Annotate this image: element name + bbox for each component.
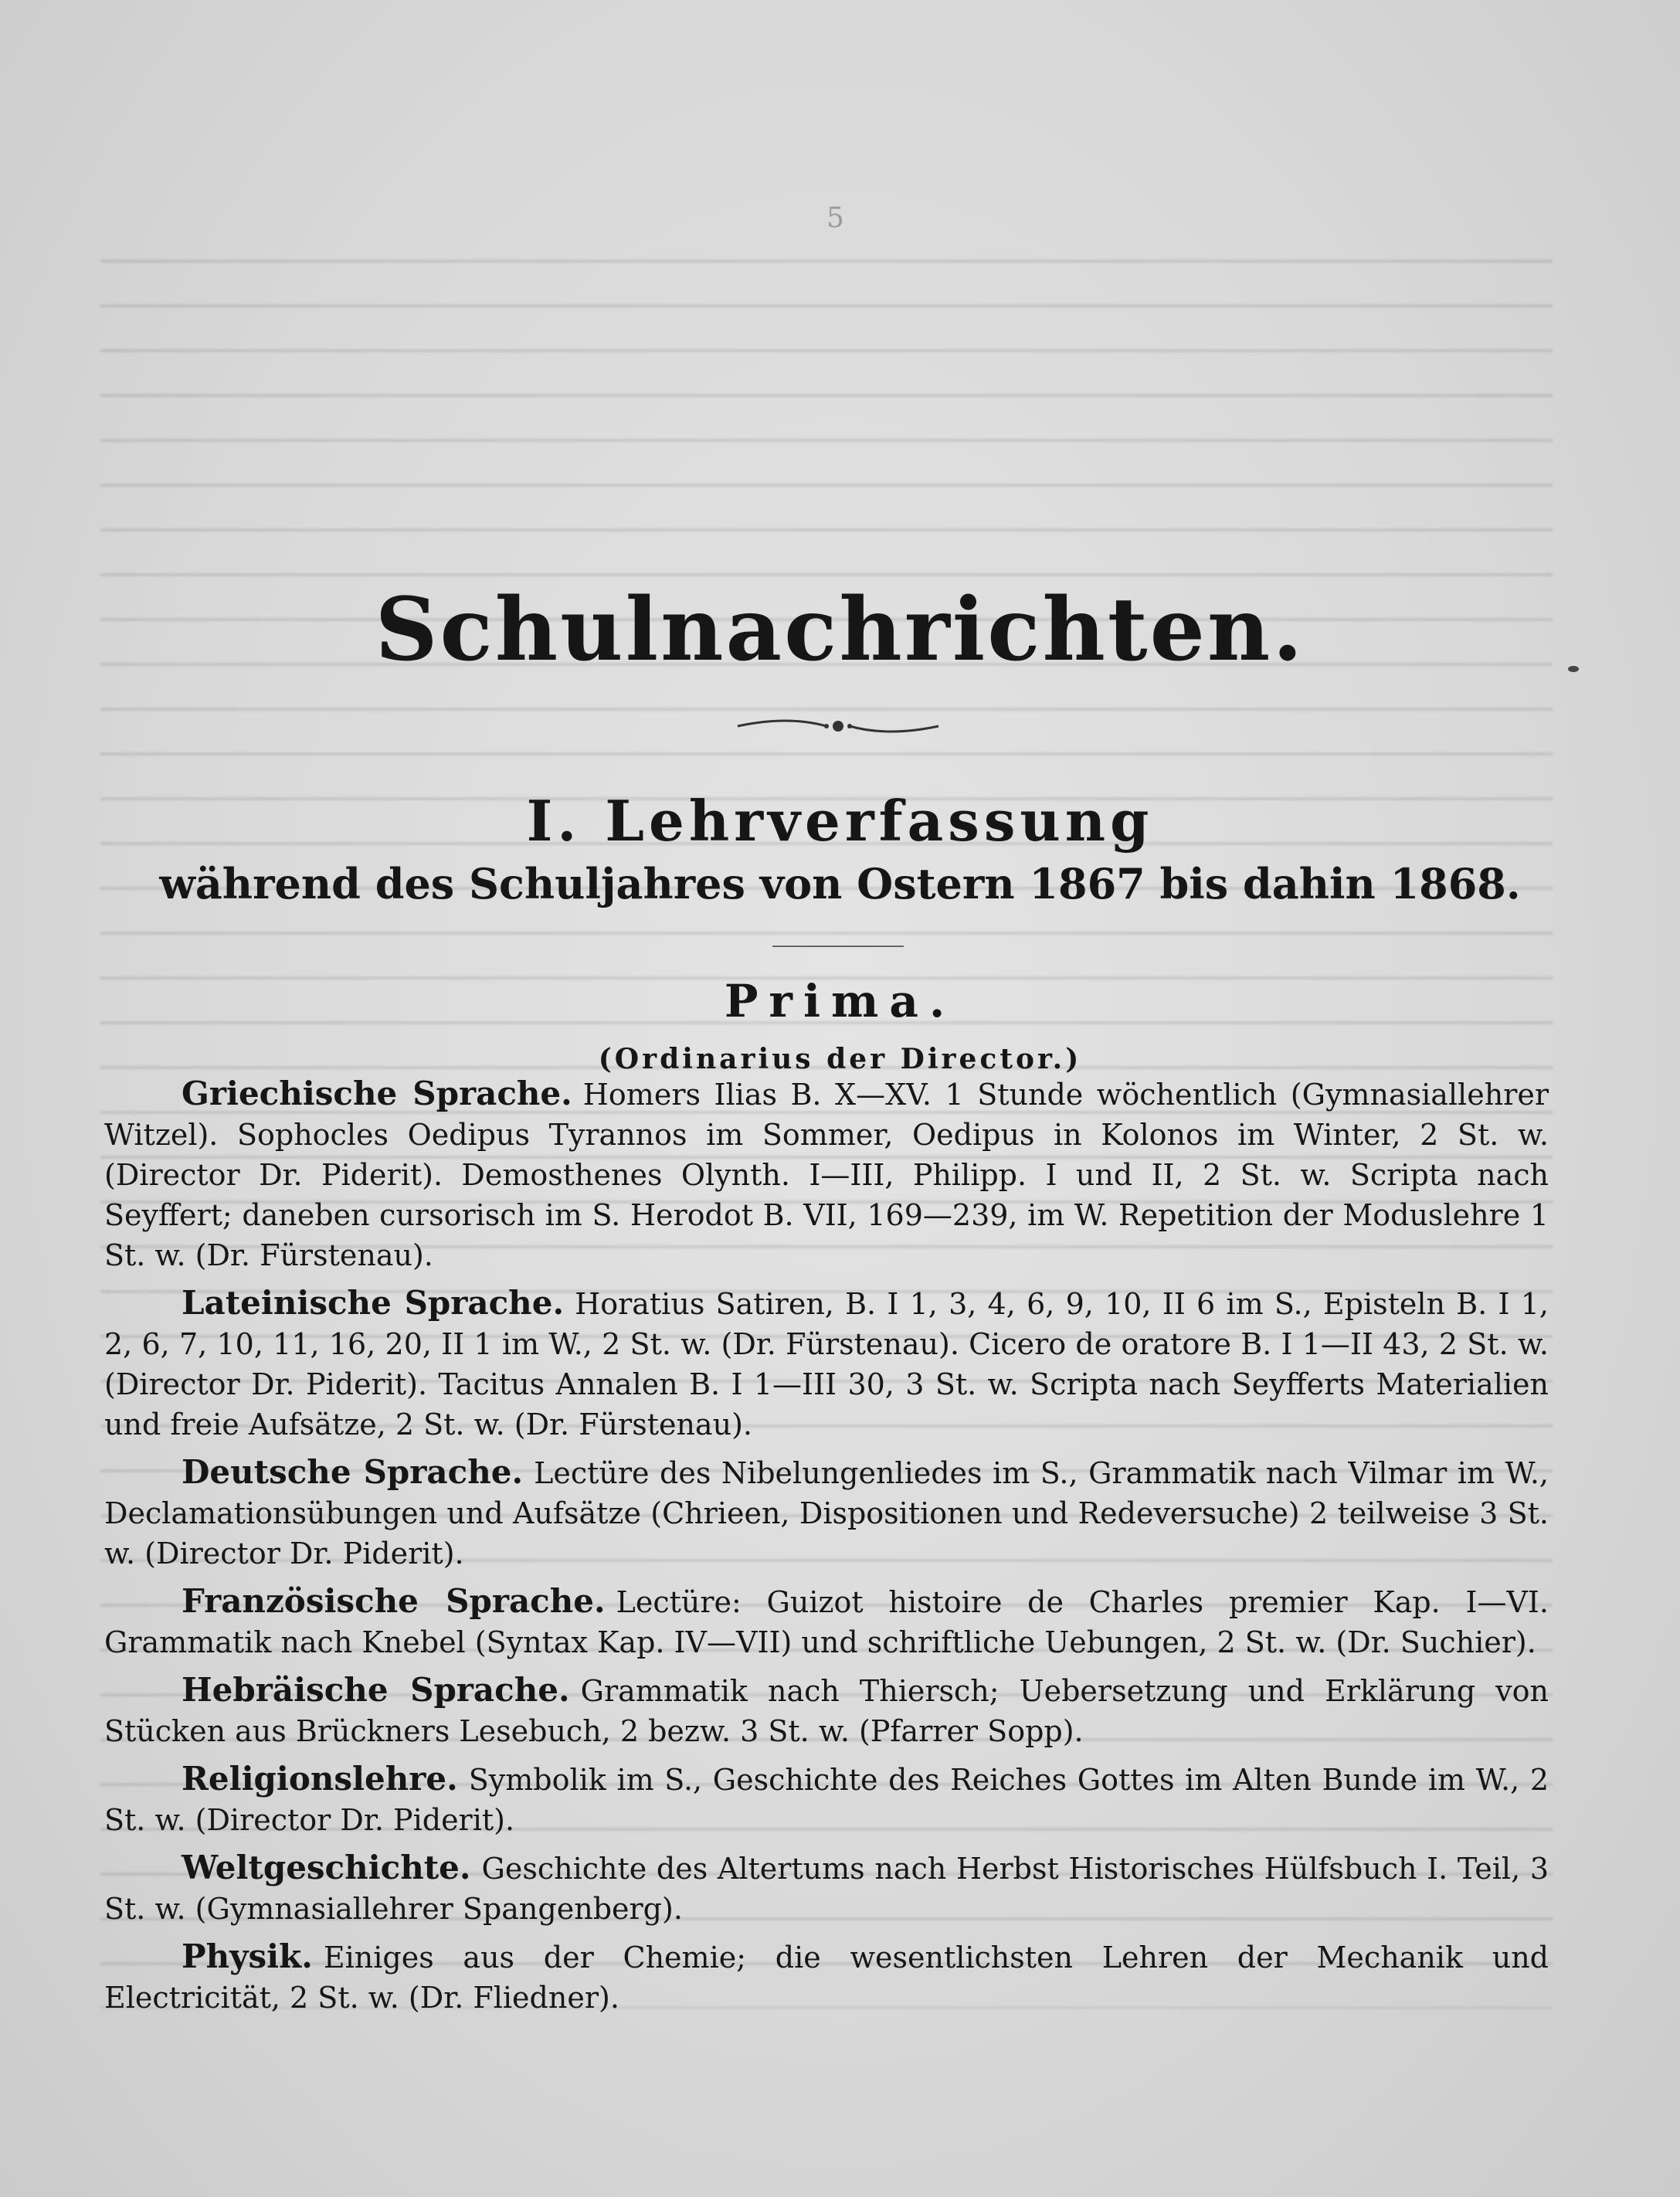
subject-name: Religionslehre. <box>182 1760 458 1798</box>
subject-text: Einiges aus der Chemie; die wesentlichsten Lehren der Mechanik und Electricität, 2 St. w. (Dr. Fliedner). <box>104 1941 1549 2015</box>
subject-name: Französische Sprache. <box>182 1582 606 1620</box>
subject-text: Geschichte des Altertums nach Herbst Historisches Hülfsbuch I. Teil, 3 St. w. (Gymnasiallehrer Spangenberg). <box>104 1852 1549 1926</box>
subject-entry-hebraeisch <box>104 1670 1549 1751</box>
subject-text: Lectüre: Guizot histoire de Charles premier Kap. I—VI. Grammatik nach Knebel (Syntax Kap. IV—VII) und schriftliche Uebungen, 2 St. w. (Dr. Suchier). <box>104 1585 1549 1659</box>
divider-rule <box>772 946 904 947</box>
subject-name: Hebräische Sprache. <box>182 1671 570 1709</box>
page-title: Schulnachrichten. <box>375 579 1305 681</box>
subject-name: Lateinische Sprache. <box>182 1284 565 1322</box>
subject-text: Lectüre des Nibelungenliedes im S., Grammatik nach Vilmar im W., Declamationsübungen und Aufsätze (Chrieen, Dispositionen und Redeversuche) 2 teilweise 3 St. w. (Director Dr. Piderit). <box>104 1456 1549 1570</box>
subject-entry-weltgeschichte <box>104 1848 1549 1929</box>
subject-text: Grammatik nach Thiersch; Uebersetzung und Erklärung von Stücken aus Brückners Lesebuch, 2 bezw. 3 St. w. (Pfarrer Sopp). <box>104 1674 1549 1748</box>
ornament-divider <box>734 709 942 743</box>
class-heading: Prima. <box>724 975 956 1027</box>
subject-name: Weltgeschichte. <box>182 1849 471 1886</box>
page-number: 5 <box>826 202 844 234</box>
section-heading: I. Lehrverfassung <box>526 788 1154 854</box>
subject-text: Symbolik im S., Geschichte des Reiches Gottes im Alten Bunde im W., 2 St. w. (Director Dr. Piderit). <box>104 1763 1549 1837</box>
subject-entry-physik <box>104 1937 1549 2018</box>
subject-entry-deutsch <box>104 1452 1549 1574</box>
subject-name: Physik. <box>182 1937 313 1975</box>
ordinarius-note: (Ordinarius der Director.) <box>598 1043 1082 1075</box>
subject-entry-franzoesisch <box>104 1581 1549 1662</box>
section-subheading: während des Schuljahres von Ostern 1867 bis dahin 1868. <box>159 859 1521 908</box>
subject-text: Horatius Satiren, B. I 1, 3, 4, 6, 9, 10, II 6 im S., Episteln B. I 1, 2, 6, 7, 10, 11, 16, 20, II 1 im W., 2 St. w. (Dr. Fürstenau). Cicero de oratore B. I 1—II 43, 2 St. w. (Director Dr. Piderit). Tacitus Annalen B. I 1—III 30, 3 St. w. Scripta nach Seyfferts Materialien und freie Aufsätze, 2 St. w. (Dr. Fürstenau). <box>104 1287 1549 1441</box>
subject-name: Griechische Sprache. <box>182 1075 572 1112</box>
subject-name: Deutsche Sprache. <box>182 1453 524 1491</box>
subject-list <box>104 1074 1549 2026</box>
subject-entry-griechisch <box>104 1074 1549 1275</box>
subject-text: Homers Ilias B. X—XV. 1 Stunde wöchentlich (Gymnasiallehrer Witzel). Sophocles Oedipus Tyrannos im Sommer, Oedipus in Kolonos im Winter, 2 St. w. (Director Dr. Piderit). Demosthenes Olynth. I—III, Philipp. I und II, 2 St. w. Scripta nach Seyffert; daneben cursorisch im S. Herodot B. VII, 169—239, im W. Repetition der Moduslehre 1 St. w. (Dr. Fürstenau). <box>104 1078 1549 1272</box>
subject-entry-latein <box>104 1283 1549 1445</box>
subject-entry-religion <box>104 1759 1549 1840</box>
